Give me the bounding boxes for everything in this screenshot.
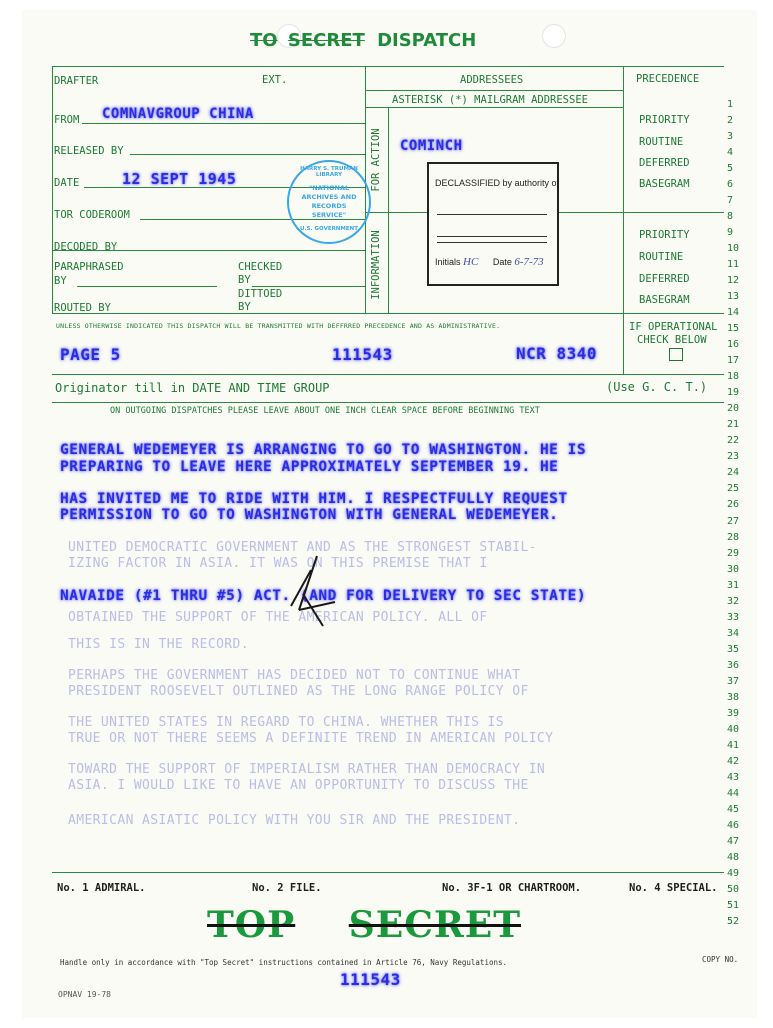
label-deferred-info: DEFERRED (639, 273, 690, 285)
declassified-box (427, 162, 559, 286)
label-ext: EXT. (262, 74, 288, 86)
footer-copy-3: No. 3F-1 OR CHARTROOM. (442, 882, 582, 894)
body-line-1: GENERAL WEDEMEYER IS ARRANGING TO GO TO WASHINGTON. HE IS (60, 442, 587, 458)
line-number: 10 (727, 243, 740, 255)
line-number: 34 (727, 627, 740, 639)
line-number: 3 (727, 131, 734, 143)
label-drafter: DRAFTER (54, 75, 99, 87)
declassified-initials-row (435, 256, 544, 268)
line-number: 18 (727, 371, 740, 383)
line-number: 30 (727, 563, 740, 575)
label-priority-info: PRIORITY (639, 229, 690, 241)
line-number: 38 (727, 691, 740, 703)
faint-line-4: THIS IS IN THE RECORD. (68, 637, 249, 652)
label-paraphrased: PARAPHRASED (54, 261, 124, 273)
initials-value: HC (463, 256, 479, 268)
line-number: 44 (727, 787, 740, 799)
line-number: 41 (727, 739, 740, 751)
line-paraphrased (77, 286, 217, 287)
label-basegram-action: BASEGRAM (639, 178, 690, 190)
typed-page: PAGE 5 (60, 345, 121, 364)
line-number: 7 (727, 195, 734, 207)
line-number: 2 (727, 115, 734, 127)
header-title (250, 30, 476, 51)
label-for-action: FOR ACTION (370, 128, 382, 192)
line-number: 46 (727, 819, 740, 831)
frame-sep-2 (52, 402, 724, 403)
faint-line-5: PERHAPS THE GOVERNMENT HAS DECIDED NOT TO CONTINUE WHAT (68, 668, 521, 683)
line-number: 6 (727, 179, 734, 191)
faint-line-8: TRUE OR NOT THERE SEEMS A DEFINITE TREND IN AMERICAN POLICY (68, 731, 554, 746)
line-released (130, 154, 365, 155)
note-unless: UNLESS OTHERWISE INDICATED THIS DISPATCH WILL BE TRANSMITTED WITH DEFFRRED PRECEDENCE AND AS ADMINISTRATIVE. (56, 322, 501, 330)
label-date: DATE (54, 177, 80, 189)
line-number: 17 (727, 355, 740, 367)
label-use-gct: (Use G. C. T.) (606, 380, 708, 394)
header-dispatch: DISPATCH (377, 30, 477, 51)
label-precedence: PRECEDENCE (636, 73, 700, 85)
label-if-operational: IF OPERATIONAL (629, 321, 718, 333)
line-number: 48 (727, 851, 740, 863)
stamp-center-2: ARCHIVES AND (301, 193, 357, 201)
line-number: 22 (727, 435, 740, 447)
line-number: 14 (727, 307, 740, 319)
line-number: 42 (727, 755, 740, 767)
label-tor-coderoom: TOR CODEROOM (54, 209, 130, 221)
faint-line-11: AMERICAN ASIATIC POLICY WITH YOU SIR AND THE PRESIDENT. (68, 813, 521, 828)
frame-addressee-sub (365, 90, 623, 91)
line-number: 35 (727, 643, 740, 655)
frame-sep-1 (52, 374, 724, 375)
line-number: 45 (727, 803, 740, 815)
label-information: INFORMATION (370, 230, 382, 300)
line-number: 23 (727, 451, 740, 463)
header-struck-secret: SECRET (287, 30, 365, 51)
stamp-bottom-text: U.S. GOVERNMENT (300, 226, 358, 232)
faint-line-3: OBTAINED THE SUPPORT OF THE AMERICAN POLICY. ALL OF (68, 610, 488, 625)
typed-date: 12 SEPT 1945 (122, 170, 237, 188)
line-number: 11 (727, 259, 740, 271)
initials-label: Initials (435, 257, 461, 267)
line-number: 33 (727, 611, 740, 623)
line-number: 39 (727, 707, 740, 719)
line-number: 43 (727, 771, 740, 783)
line-number: 19 (727, 387, 740, 399)
navaide-line: NAVAIDE (#1 THRU #5) ACT. (AND FOR DELIVERY TO SEC STATE) (60, 588, 587, 604)
faint-line-10: ASIA. I WOULD LIKE TO HAVE AN OPPORTUNITY TO DISCUSS THE (68, 778, 529, 793)
date-value: 6-7-73 (514, 256, 544, 268)
label-deferred-action: DEFERRED (639, 157, 690, 169)
typed-addressee: COMINCH (400, 138, 463, 154)
line-number: 12 (727, 275, 740, 287)
label-from: FROM (54, 114, 80, 126)
line-number: 9 (727, 227, 734, 239)
frame-div-3 (623, 66, 624, 374)
body-line-4: PERMISSION TO GO TO WASHINGTON WITH GENERAL WEDEMEYER. (60, 507, 559, 523)
line-number: 20 (727, 403, 740, 415)
footer-serial: 111543 (340, 970, 401, 989)
line-from (82, 123, 365, 124)
line-number: 51 (727, 899, 740, 911)
body-line-3: HAS INVITED ME TO RIDE WITH HIM. I RESPECTFULLY REQUEST (60, 491, 568, 507)
frame-asterisk-sub (365, 107, 623, 108)
header-struck-to: TO (250, 30, 278, 51)
archives-stamp (287, 160, 371, 244)
punch-hole-right (542, 24, 566, 48)
line-number: 50 (727, 883, 740, 895)
line-number: 8 (727, 211, 734, 223)
date-label: Date (492, 257, 512, 267)
line-number: 15 (727, 323, 740, 335)
label-basegram-info: BASEGRAM (639, 294, 690, 306)
line-number: 16 (727, 339, 740, 351)
stamp-center-4: SERVICE" (311, 211, 347, 219)
dispatch-sheet (22, 10, 757, 1018)
declassified-line-3 (437, 242, 547, 243)
line-number: 4 (727, 147, 734, 159)
label-addressees: ADDRESSEES (460, 74, 524, 86)
footer-copy-no: COPY NO. (702, 955, 739, 964)
stamp-center-1: "NATIONAL (308, 184, 350, 192)
frame-div-2 (388, 107, 389, 314)
faint-line-6: PRESIDENT ROOSEVELT OUTLINED AS THE LONG RANGE POLICY OF (68, 684, 529, 699)
label-checked: CHECKED (238, 261, 283, 273)
line-number: 47 (727, 835, 740, 847)
footer-top-secret (207, 904, 521, 946)
declassified-heading: DECLASSIFIED by authority of (435, 178, 560, 188)
label-paraphrased-by: BY (54, 275, 67, 287)
line-number: 26 (727, 499, 740, 511)
line-number: 13 (727, 291, 740, 303)
line-number: 31 (727, 579, 740, 591)
line-number: 27 (727, 515, 740, 527)
line-number: 37 (727, 675, 740, 687)
frame-left (52, 66, 53, 314)
typed-from: COMNAVGROUP CHINA (102, 106, 254, 122)
footer-copy-4: No. 4 SPECIAL. (629, 882, 718, 894)
line-checked (252, 286, 365, 287)
line-number: 52 (727, 916, 740, 927)
declassified-line-1 (437, 214, 547, 215)
footer-copy-1: No. 1 ADMIRAL. (57, 882, 146, 894)
footer-form-id: OPNAV 19-78 (58, 990, 111, 999)
line-number: 36 (727, 659, 740, 671)
label-originator: Originator till in DATE AND TIME GROUP (55, 381, 330, 395)
typed-ncr: NCR 8340 (516, 344, 598, 363)
label-released-by: RELEASED BY (54, 145, 124, 157)
label-check-below: CHECK BELOW (637, 334, 707, 346)
body-line-2: PREPARING TO LEAVE HERE APPROXIMATELY SEPTEMBER 19. HE (60, 459, 559, 475)
label-dittoed-by: BY (238, 301, 251, 313)
label-routine-action: ROUTINE (639, 136, 684, 148)
footer-top-word: TOP (207, 904, 296, 946)
line-number: 21 (727, 419, 740, 431)
footer-copy-2: No. 2 FILE. (252, 882, 322, 894)
typed-serial: 111543 (332, 345, 393, 364)
label-checked-by: BY (238, 274, 251, 286)
line-routed (117, 313, 217, 314)
label-dittoed: DITTOED (238, 288, 283, 300)
footer-handle-note: Handle only in accordance with "Top Secret" instructions contained in Article 76, Navy Regulations. (60, 958, 508, 967)
line-number: 25 (727, 483, 740, 495)
line-number: 49 (727, 867, 740, 879)
frame-footer-top (52, 872, 724, 873)
stamp-center-3: RECORDS (311, 202, 347, 210)
faint-line-2: IZING FACTOR IN ASIA. IT WAS ON THIS PREMISE THAT I (68, 556, 488, 571)
label-routine-info: ROUTINE (639, 251, 684, 263)
label-routed-by: ROUTED BY (54, 302, 111, 314)
line-number: 1 (727, 99, 734, 110)
line-number: 29 (727, 547, 740, 559)
line-number: 24 (727, 467, 740, 479)
stamp-top-text: HARRY S. TRUMAN LIBRARY (300, 166, 358, 178)
footer-secret-word: SECRET (348, 904, 522, 946)
faint-line-9: TOWARD THE SUPPORT OF IMPERIALISM RATHER THAN DEMOCRACY IN (68, 762, 546, 777)
operational-checkbox[interactable] (669, 348, 683, 361)
declassified-line-2 (437, 236, 547, 237)
label-decoded-by: DECODED BY (54, 241, 118, 253)
label-priority-action: PRIORITY (639, 114, 690, 126)
line-number: 5 (727, 163, 734, 175)
line-number: 40 (727, 723, 740, 735)
line-number: 32 (727, 595, 740, 607)
handwritten-mark (277, 550, 347, 630)
faint-line-1: UNITED DEMOCRATIC GOVERNMENT AND AS THE STRONGEST STABIL- (68, 540, 537, 555)
faint-line-7: THE UNITED STATES IN REGARD TO CHINA. WHETHER THIS IS (68, 715, 505, 730)
label-asterisk: ASTERISK (*) MAILGRAM ADDRESSEE (392, 94, 588, 106)
note-outgoing: ON OUTGOING DISPATCHES PLEASE LEAVE ABOUT ONE INCH CLEAR SPACE BEFORE BEGINNING TEXT (110, 406, 540, 416)
line-number: 28 (727, 531, 740, 543)
